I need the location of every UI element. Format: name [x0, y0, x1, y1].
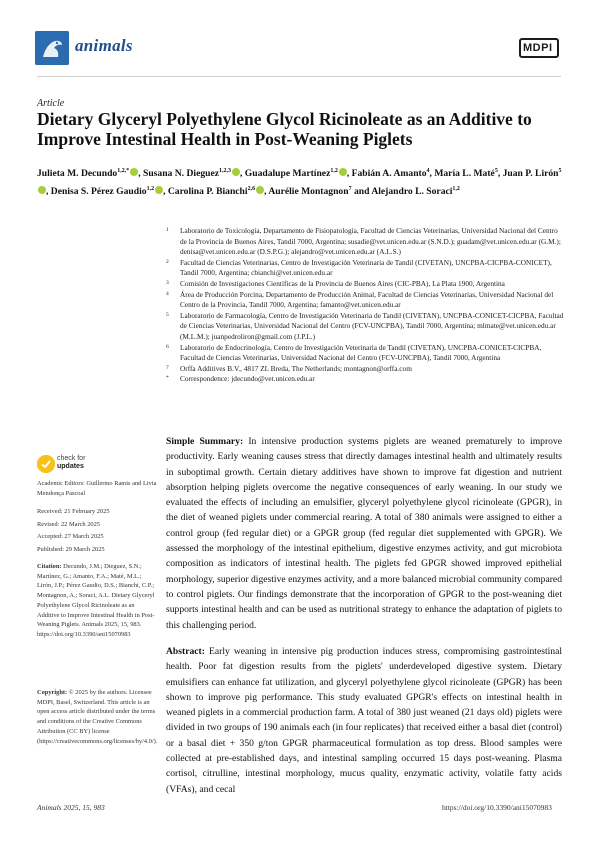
affiliations: [166, 226, 566, 385]
affiliation-item: [166, 374, 566, 385]
affiliation-item: [166, 343, 566, 364]
accepted-date: Accepted: 27 March 2025: [37, 533, 104, 540]
author-name[interactable]: Guadalupe Martínez: [244, 168, 331, 180]
article-type: Article: [37, 98, 65, 109]
orcid-icon[interactable]: [155, 186, 163, 194]
check-for-updates[interactable]: [57, 455, 85, 471]
orcid-icon[interactable]: [232, 168, 240, 176]
affiliation-text: Laboratorio de Endocrinología, Centro de Investigación Veterinaria de Tandil (CIVETAN), UNCPBA-CONICET-CICPBA, Facultad de Ciencias Veterinarias, Universidad Nacional del Centro (FCV-UNCPBA), Tandil 7000, Argentina: [180, 342, 542, 363]
author-affiliation-sup: 1,2,*: [117, 168, 130, 174]
author-affiliation-sup: 4: [426, 168, 430, 174]
affiliation-item: [166, 311, 566, 343]
author-name[interactable]: Alejandro L. Soraci: [371, 185, 453, 197]
copyright: [37, 688, 157, 746]
academic-editors: Academic Editors: Guillermo Ramis and Livia Mendonça Pascoal: [37, 480, 157, 497]
author-name[interactable]: Aurélie Montagnon: [268, 185, 349, 197]
author-affiliation-sup: 1,2,3: [218, 168, 231, 174]
author-separator: ,: [163, 185, 168, 197]
header-divider: [37, 76, 561, 77]
author-list: [37, 164, 562, 199]
journal-logo: [35, 31, 69, 65]
author-affiliation-sup: 7: [348, 185, 352, 192]
author-separator: ,: [264, 185, 269, 197]
affiliation-item: [166, 290, 566, 311]
footer-citation: Animals 2025, 15, 983: [37, 803, 105, 812]
abstract-label: Abstract:: [166, 646, 205, 657]
check-line1: check for: [57, 455, 86, 462]
author-affiliation-sup: 5: [558, 168, 562, 174]
citation-text: Decundo, J.M.; Dieguez, S.N.; Martínez, G.; Amanto, F.A.; Maté, M.L.; Lirón, J.P.; Pérez Gaudio, D.S.; Bianchi, C.P.; Montagnon, A.; Soraci, A.L. Dietary Glyceryl Polyethylene Glycol Ricinoleate as an Additive to Improve Intestinal Health in Post-Weaning Piglets. Animals 2025, 15, 983. https://doi.org/10.3390/ani15070983: [37, 563, 155, 638]
check-for-updates-icon[interactable]: [37, 455, 55, 473]
footer-doi[interactable]: https://doi.org/10.3390/ani15070983: [442, 803, 552, 812]
orcid-icon[interactable]: [256, 186, 264, 194]
affiliation-text: Laboratorio de Farmacología, Centro de Investigación Veterinaria de Tandil (CIVETAN), UNCPBA-CONICET-CICPBA, Facultad de Ciencias Veterinarias, Universidad Nacional del Centro (FCV-UNCPBA), Tandil 7000, Argentina; mlmate@vet.unicen.edu.ar (M.L.M.); juanpedroliron@gmail.com (J.P.L.): [180, 310, 564, 341]
author-affiliation-sup: 1,2: [330, 168, 338, 174]
author-separator: ,: [429, 168, 435, 180]
received-date: Received: 21 February 2025: [37, 508, 110, 515]
author-name[interactable]: María L. Maté: [434, 168, 495, 180]
affiliation-number: 5: [166, 311, 169, 318]
abstract: [166, 644, 562, 797]
orcid-icon[interactable]: [38, 186, 46, 194]
author-affiliation-sup: 2,6: [247, 185, 256, 192]
author-separator: ,: [138, 168, 144, 180]
affiliation-number: 2: [166, 258, 169, 265]
author-name[interactable]: Denisa S. Pérez Gaudio: [50, 185, 147, 197]
citation: [37, 562, 157, 640]
author-name[interactable]: Fabián A. Amanto: [351, 168, 427, 180]
abstract-text: Early weaning in intensive pig production induces stress, compromising gastrointestinal health. Poor fat digestion results from the piglets' underdeveloped digestive system. Dietary emulsifiers can enhance fat utilization, and glyceryl polyethylene glycol ricinoleate (GPGR) has been shown to improve pig performance. This study evaluated GPGR's effects on intestinal health in weaned piglets in a commercial production farm. A total of 380 just weaned (21 days old) piglets were divided in two groups of 190 animals each (in four replicates) that received either a basal diet (control) or a basal diet + 350 g/ton GPGR pharmaceutical formulation as top dress. Blood samples were collected at pre-established days, and intestinal sampling occurred 15 days post-weaning. Plasma cortisol, citrulline, intestinal morphology, mucus quality, enzymatic activity, volatile fatty acids (VFAs), and cecal: [166, 646, 562, 795]
affiliation-number: 4: [166, 290, 169, 297]
author-name[interactable]: Julieta M. Decundo: [37, 168, 118, 180]
affiliation-item: [166, 279, 566, 290]
author-separator: ,: [497, 168, 503, 180]
affiliation-item: [166, 258, 566, 279]
revised-date: Revised: 22 March 2025: [37, 521, 101, 528]
author-affiliation-sup: 1,2: [452, 185, 460, 192]
author-affiliation-sup: 1,2: [146, 185, 155, 192]
author-name[interactable]: Susana N. Dieguez: [143, 168, 219, 180]
author-separator: ,: [46, 185, 51, 197]
publisher-name: MDPI: [523, 42, 553, 54]
author-name[interactable]: Carolina P. Bianchi: [167, 185, 248, 197]
affiliation-text: Facultad de Ciencias Veterinarias, Centro de Investigación Veterinaria de Tandil (CIVETAN), UNCPBA-CICPBA-CONICET), Tandil 7000, Argentina; cbianchi@vet.unicen.edu.ar: [180, 257, 552, 278]
check-line2: updates: [57, 463, 84, 470]
simple-summary-label: Simple Summary:: [166, 436, 244, 447]
journal-name: animals: [75, 36, 133, 55]
affiliation-item: [166, 364, 566, 375]
affiliation-number: 7: [166, 364, 169, 371]
affiliation-text: Laboratorio de Toxicología, Departamento de Fisiopatología, Facultad de Ciencias Veterinarias, Universidad Nacional del Centro de la Provincia de Buenos Aires, Tandil 7000, Argentina; susadie@vet.unicen.edu.ar (S.N.D.); guadam@vet.unicen.edu.ar (G.M.); denisa@vet.unicen.edu.ar (D.S.P.G.); alejandro@vet.unicen.edu.ar (A.L.S.): [180, 226, 561, 257]
affiliation-number: 6: [166, 343, 169, 350]
affiliation-number: 1: [166, 227, 169, 233]
orcid-icon[interactable]: [339, 168, 347, 176]
affiliation-text: Área de Producción Porcina, Departamento de Producción Animal, Facultad de Ciencias Veterinarias, Universidad Nacional del Centro de la Provincia, Tandil 7000, Argentina; famanto@vet.unicen.edu.ar: [180, 289, 554, 310]
author-separator: and: [351, 185, 372, 197]
copyright-label: Copyright:: [37, 689, 68, 696]
affiliation-text: Comisión de Investigaciones Científicas de la Provincia de Buenos Aires (CIC-PBA), La Plata 1900, Argentina: [180, 278, 505, 288]
affiliation-text: Correspondence: jdecundo@vet.unicen.edu.ar: [180, 374, 315, 384]
affiliation-number: 3: [166, 279, 169, 286]
author-separator: ,: [239, 168, 245, 180]
simple-summary: [166, 434, 562, 633]
citation-label: Citation:: [37, 563, 62, 570]
affiliation-text: Orffa Additives B.V., 4817 ZL Breda, The Netherlands; montagnon@orffa.com: [180, 363, 412, 373]
author-name[interactable]: Juan P. Lirón: [502, 168, 559, 180]
article-title: Dietary Glyceryl Polyethylene Glycol Ricinoleate as an Additive to Improve Intestinal Health in Post-Weaning Piglets: [37, 109, 532, 149]
affiliation-number: *: [166, 375, 169, 382]
author-affiliation-sup: 5: [494, 168, 498, 174]
affiliation-item: [166, 226, 566, 258]
copyright-text: © 2025 by the authors. Licensee MDPI, Basel, Switzerland. This article is an open access article distributed under the terms and conditions of the Creative Commons Attribution (CC BY) license (https://creativecommons.org/licenses/by/4.0/).: [37, 689, 158, 745]
author-separator: ,: [346, 168, 352, 180]
simple-summary-text: In intensive production systems piglets are weaned prematurely to improve productivity. Early weaning causes stress that directly damages intestinal health and ultimately results in suboptimal growth. Certain dietary additives have shown to improve fat digestion and nutrient absorption helping piglets overcome the negative consequences of early weaning. In our study we evaluated the effects of including an emulsifier, glyceryl polyethylene glycol ricinoleate (GPGR), in the diet of weaned piglets under commercial rearing. A total of 380 animals were assigned to either a control group (fed regular diet) or a GPGR group (fed regular diet supplemented with GPGR). We assessed the morphology of the intestinal epithelium, digestive enzymes activity, and gut microbiota composition as indicators of intestinal health. The piglets fed GPGR showed improved epithelial morphology, superior digestive enzymes activity, and a more balanced microbial community compared to control piglets. Our findings demonstrate that the incorporation of GPGR to the post-weaning diet supports intestinal health and can be used as nutritional strategy to enhance the adaptation of piglets to this challenging period.: [166, 436, 563, 631]
published-date: Published: 29 March 2025: [37, 546, 105, 553]
